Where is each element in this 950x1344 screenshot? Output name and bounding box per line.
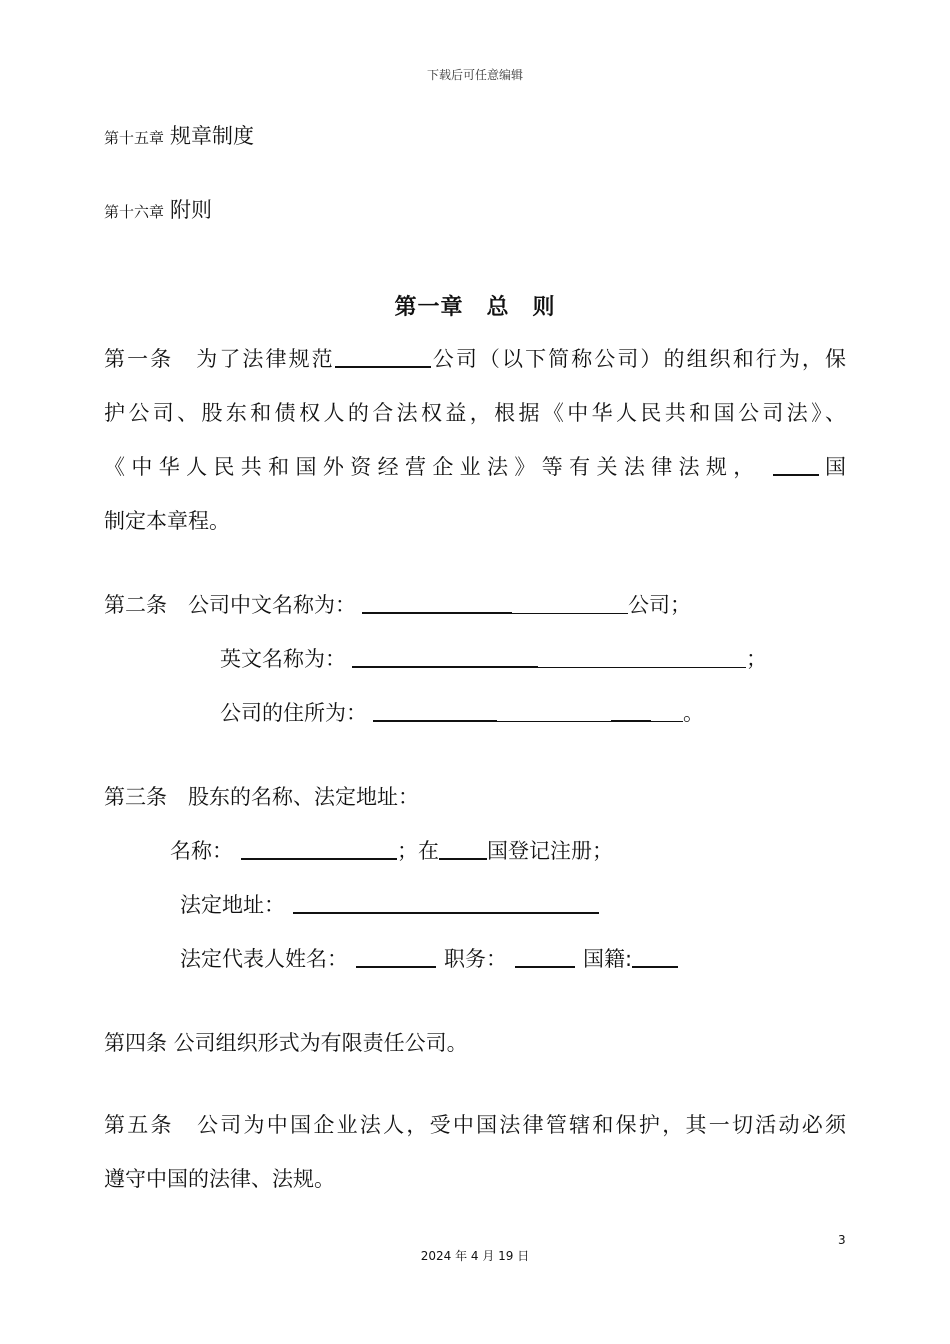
en-name-blank-a [352, 645, 538, 668]
chapter-title: 第一章 总 则 [394, 295, 556, 320]
address-blank-a [373, 699, 497, 722]
article-5-line-1: 第五条 公司为中国企业法人，受中国法律管辖和保护，其一切活动必须 [104, 1113, 846, 1137]
toc-chapter-title: 规章制度 [170, 124, 255, 148]
article-3-name: 名称： ；在 国登记注册； [170, 839, 613, 863]
article-5 [104, 1098, 846, 1206]
address-blank-d [651, 700, 683, 722]
toc-chapter-title: 附则 [170, 198, 213, 222]
page-footer-date: 2024 年 4 月 19 日 [420, 1249, 530, 1263]
registration-country-blank [439, 837, 487, 860]
rep-nationality-blank [632, 945, 678, 968]
address-blank-b [497, 700, 611, 722]
article-3-heading: 第三条 股东的名称、法定地址： [104, 785, 419, 809]
page-number: 3 [838, 1233, 846, 1247]
article-5-line-2: 遵守中国的法律、法规。 [104, 1167, 335, 1191]
article-2-en-name: 英文名称为： ； [220, 647, 767, 671]
toc-entry-chapter-15 [104, 120, 254, 150]
rep-name-blank [356, 945, 436, 968]
article-2-cn-name: 第二条 公司中文名称为： 公司； [104, 593, 691, 617]
toc-entry-chapter-16 [104, 194, 212, 224]
article-1 [104, 332, 846, 548]
rep-title-blank [515, 945, 575, 968]
article-3-address: 法定地址： [180, 878, 599, 932]
cn-name-blank-b [512, 592, 628, 614]
cn-name-blank-a [362, 591, 512, 614]
company-name-blank [335, 345, 431, 368]
article-3-representative: 法定代表人姓名： 职务： 国籍: [180, 932, 678, 986]
article-1-line-3: 《中华人民共和国外资经营企业法》等有关法律法规， 国 [104, 455, 847, 479]
address-blank-c [611, 699, 651, 722]
page-header-note: 下载后可任意编辑 [426, 68, 523, 82]
toc-chapter-label: 第十六章 [104, 203, 165, 221]
en-name-blank-b [538, 646, 746, 668]
shareholder-name-blank [241, 837, 397, 860]
article-4: 第四条 公司组织形式为有限责任公司。 [104, 1031, 468, 1055]
article-2-address: 公司的住所为： 。 [220, 701, 704, 725]
legal-address-blank [293, 891, 599, 914]
article-1-line-1: 第一条 为了法律规范 公司（以下简称公司）的组织和行为，保 [104, 347, 847, 371]
article-1-line-4: 制定本章程。 [104, 509, 230, 533]
article-1-line-2: 护公司、股东和债权人的合法权益，根据《中华人民共和国公司法》、 [104, 401, 846, 425]
toc-chapter-label: 第十五章 [104, 129, 165, 147]
country-blank [773, 453, 819, 476]
